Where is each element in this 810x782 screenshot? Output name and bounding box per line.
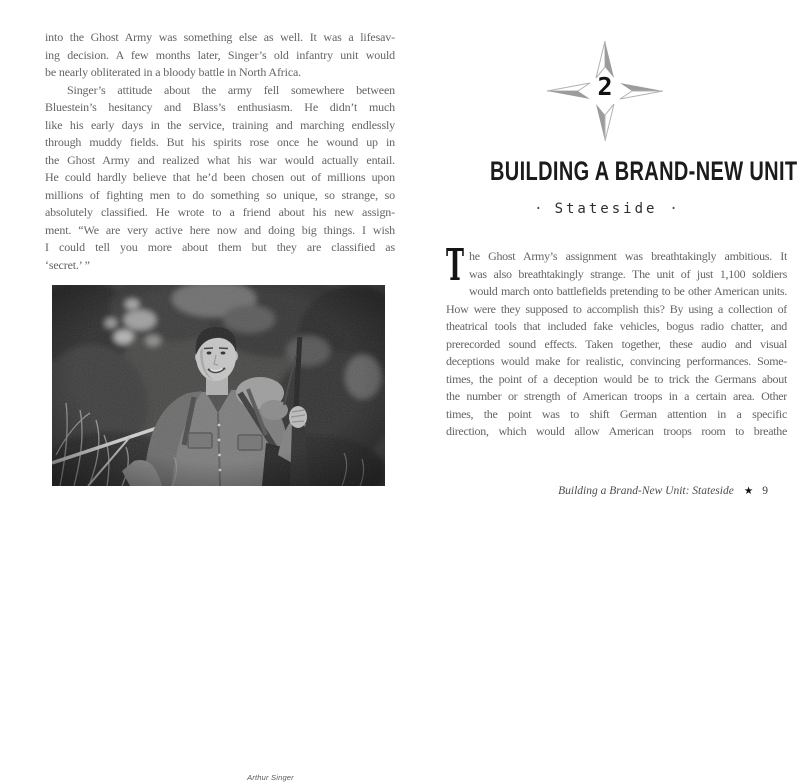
subtitle-left-dot: · [534,201,543,217]
text-line: direction, which would allow American troops room to breathe [446,424,787,438]
photo-caption: Arthur Singer [247,773,294,782]
text-line: be nearly obliterated in a bloody battle in North Africa. [45,65,302,79]
subtitle-right-dot: · [669,201,678,217]
text-line: times, the point was to shift German attention in a specific [446,406,787,421]
text-line: would march onto battlefields pretending to be other American units. [469,284,787,298]
page-footer [446,485,768,497]
drop-cap: T [446,240,464,291]
text-line: he Ghost Army’s assignment was breathtakingly ambitious. It [469,249,787,263]
text-line: absolutely classified. He wrote to a friend about his new assign- [45,205,395,219]
text-line: the Ghost Army and realized what his war would actually entail. [45,152,395,167]
text-line: through muddy fields. But his spirits rose once he wound up in [45,135,395,149]
text-line: I could tell you more about them but they are classified as [45,240,395,254]
text-line: He could hardly believe that he’d been chosen out of millions upon [45,170,395,184]
chapter-title: BUILDING A BRAND-NEW UNIT [490,156,798,186]
text-line: deceptions would make for realistic, convincing performances. Some- [446,354,787,368]
text-line: millions of fighting men to do something so unique, so strange, so [45,187,395,202]
star-icon: ★ [743,486,754,497]
text-line: was also breathtakingly strange. The unit of just 1,100 soldiers [469,266,787,281]
text-line: prerecorded sound effects. Taken together, these audio and visual [446,336,787,351]
subtitle-text: Stateside [554,201,658,217]
photo-arthur-singer [52,285,385,782]
text-line: ‘secret.’ ” [45,257,90,272]
left-page-body-text [45,29,395,274]
text-line: the number or strength of American troops in a certain area. Other [446,389,787,403]
chapter-subtitle [436,201,776,217]
text-line: ment. “We are very active here now and doing big things. I wish [45,222,395,237]
running-title: Building a Brand-New Unit: Stateside [558,485,734,497]
right-page-body-text [446,240,787,441]
text-line: into the Ghost Army was something else as well. It was a lifesav- [45,30,395,44]
chapter-number: 2 [597,72,613,101]
text-line: ing decision. A few months later, Singer’s old infantry unit would [45,47,395,62]
page-number: 9 [762,485,768,497]
photo-image [52,285,385,486]
text-line: Bluestein’s hesitancy and Blass’s enthusiasm. He didn’t much [45,100,395,114]
text-line: How were they supposed to accomplish this? By using a collection of [446,301,787,316]
text-line: times, the point of a deception would be to trick the Germans about [446,371,787,386]
text-line: like his early days in the service, training and marching endlessly [45,117,395,132]
text-line: Singer’s attitude about the army fell somewhere between [67,82,395,97]
text-line: theatrical tools that included fake vehicles, bogus radio chatter, and [446,319,787,333]
